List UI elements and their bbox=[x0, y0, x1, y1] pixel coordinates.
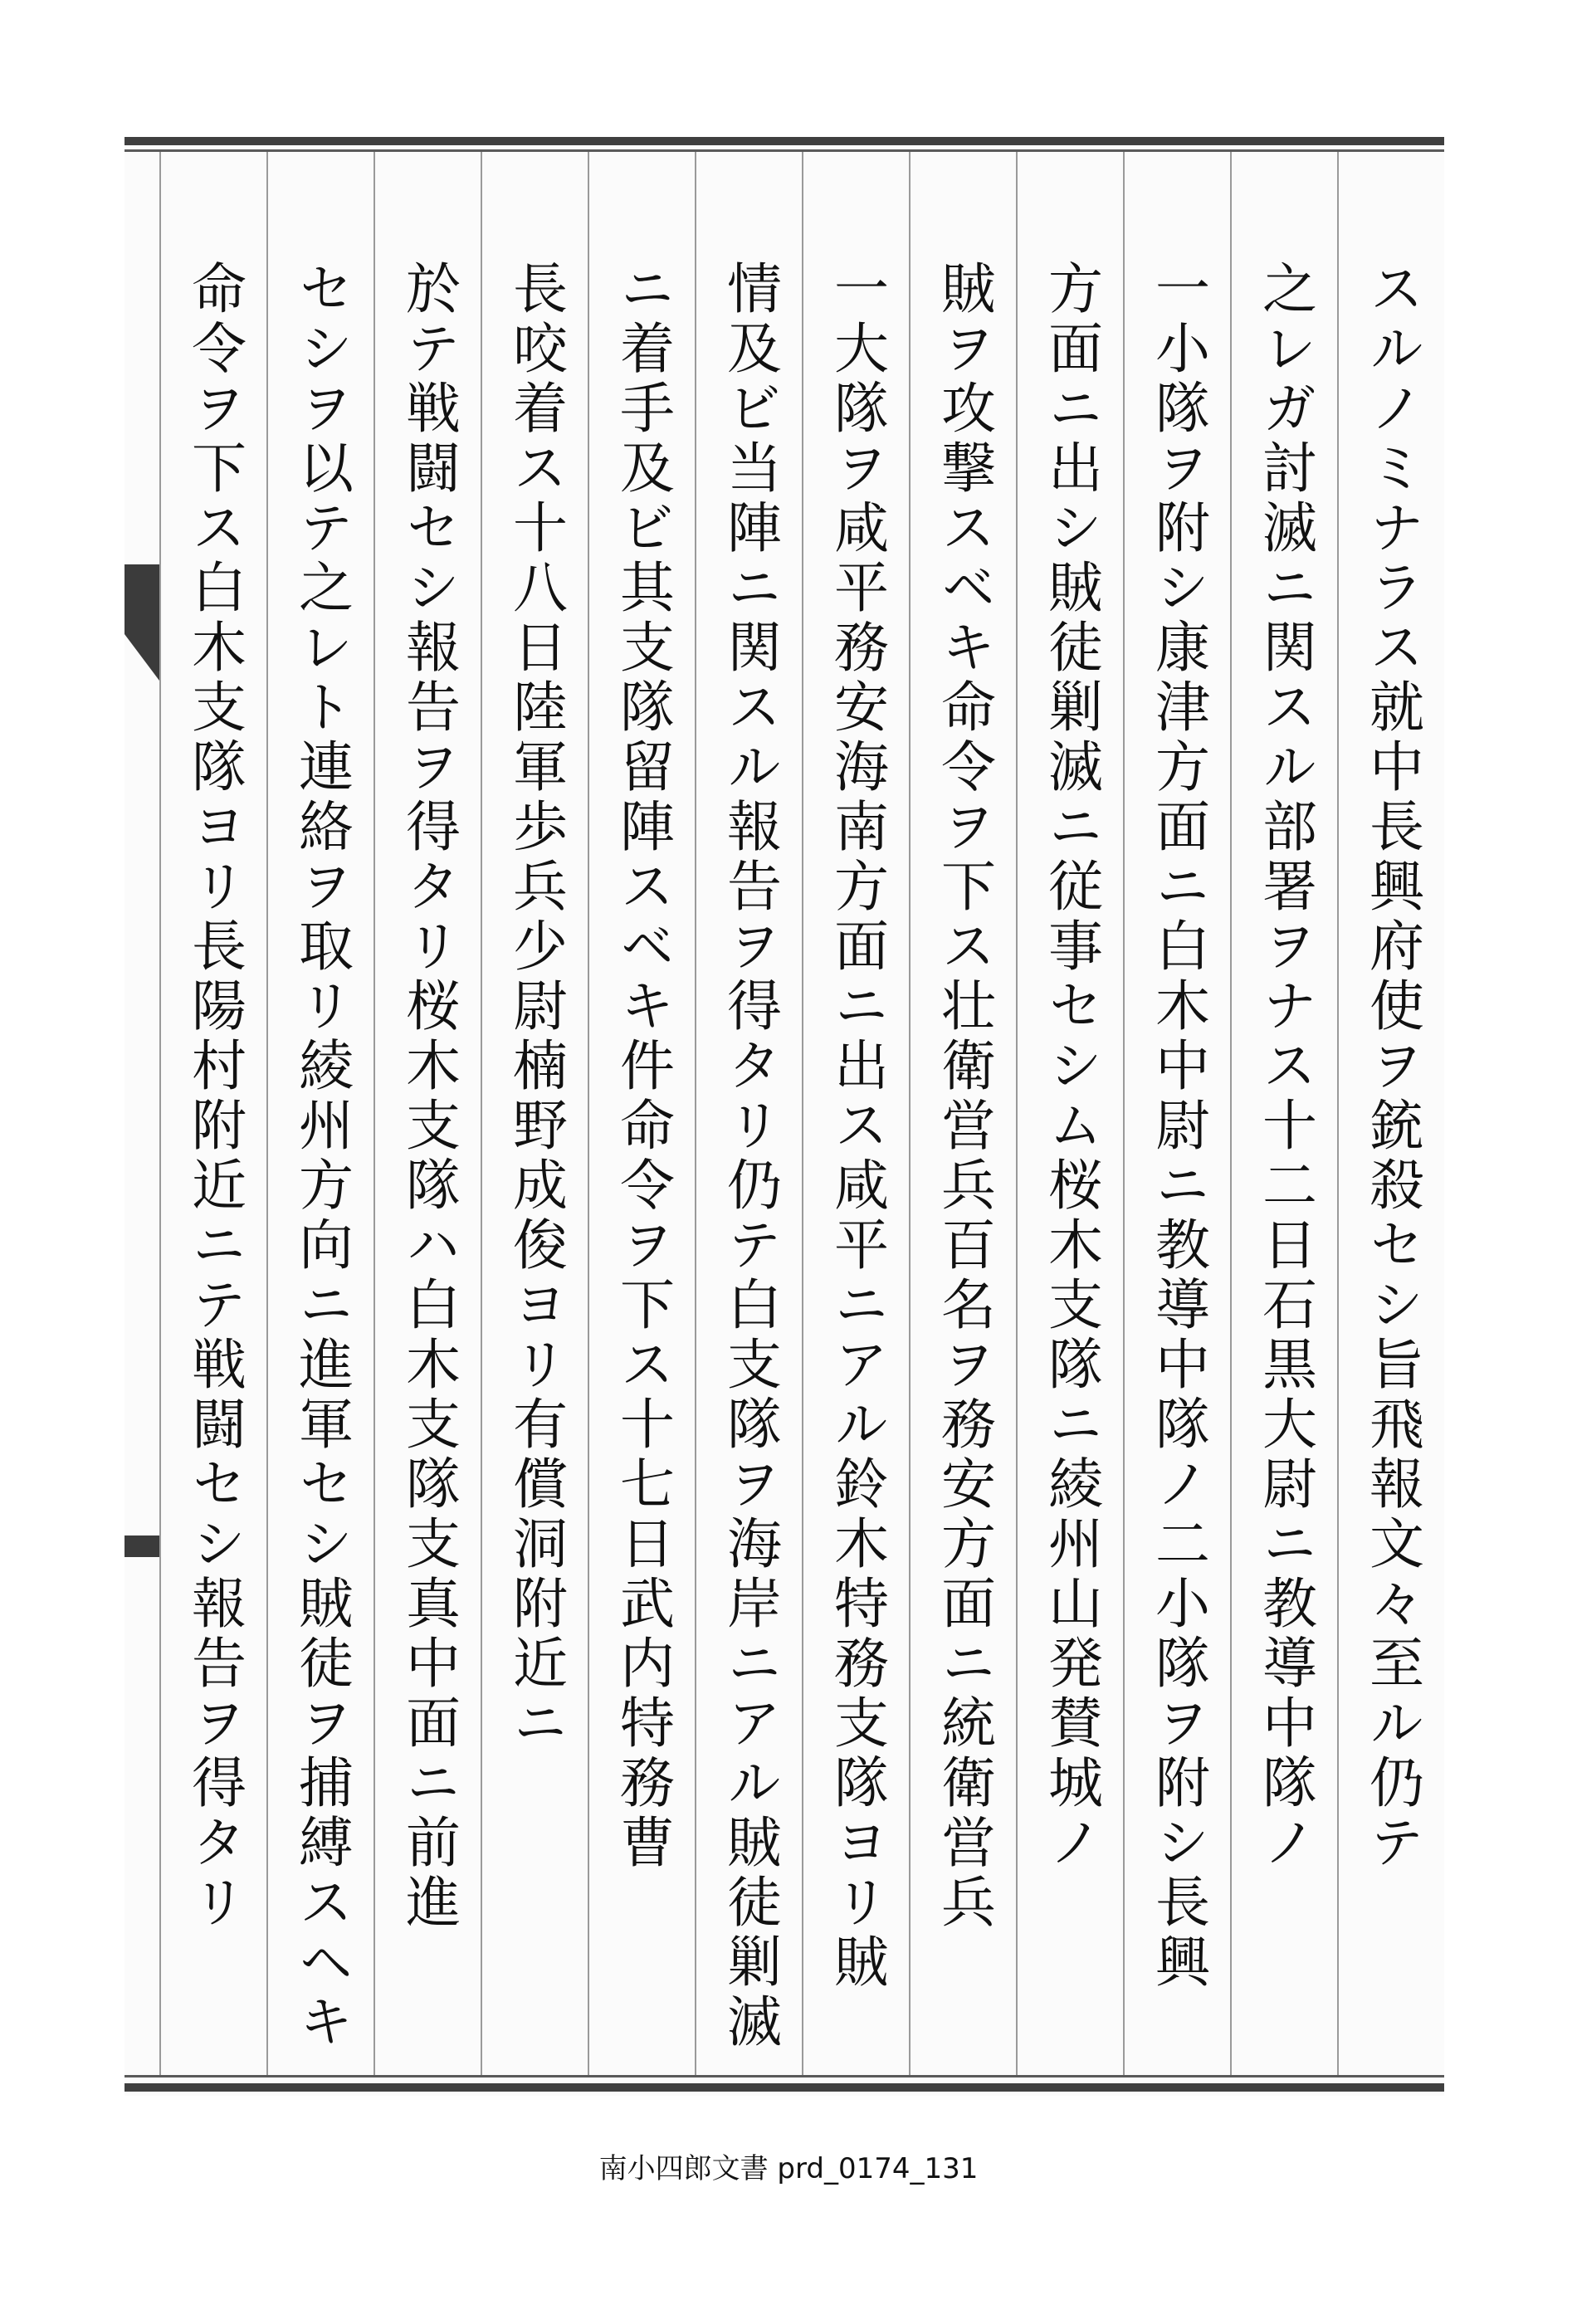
column-text: 命令ヲ下ス白木支隊ヨリ長陽村附近ニテ戦闘セシ報告ヲ得タリ bbox=[182, 260, 247, 1933]
text-column-10 bbox=[374, 152, 481, 2075]
text-column-9 bbox=[481, 152, 588, 2075]
manuscript-columns bbox=[159, 152, 1444, 2075]
text-column-4 bbox=[1016, 152, 1123, 2075]
text-column-12 bbox=[159, 152, 266, 2075]
document-caption: 南小四郎文書 prd_0174_131 bbox=[598, 2152, 979, 2185]
column-text: スルノミナラス就中長興府使ヲ銃殺セシ旨飛報文々至ル仍テ bbox=[1360, 260, 1424, 1873]
text-column-8 bbox=[588, 152, 695, 2075]
column-text: 方面ニ出シ賊徒剿滅ニ従事セシム桜木支隊ニ綾州山発賛城ノ bbox=[1038, 260, 1103, 1873]
text-column-6 bbox=[802, 152, 909, 2075]
top-rule bbox=[124, 137, 1444, 145]
text-column-7 bbox=[695, 152, 802, 2075]
column-text: 於テ戦闘セシ報告ヲ得タリ桜木支隊ハ白木支隊支真中面ニ前進 bbox=[396, 260, 461, 1933]
column-text: 一大隊ヲ咸平務安海南方面ニ出ス咸平ニアル鈴木特務支隊ヨリ賊 bbox=[824, 260, 889, 1993]
text-column-3 bbox=[1123, 152, 1230, 2075]
text-column-1 bbox=[1337, 152, 1444, 2075]
column-text: 情及ビ当陣ニ関スル報告ヲ得タリ仍テ白支隊ヲ海岸ニアル賊徒剿滅 bbox=[717, 260, 782, 2053]
text-column-5 bbox=[909, 152, 1016, 2075]
column-text: 賊ヲ攻撃スベキ命令ヲ下ス壮衛営兵百名ヲ務安方面ニ統衛営兵 bbox=[931, 260, 996, 1933]
binding-tab-mark-small bbox=[124, 1536, 159, 1557]
column-text: 一小隊ヲ附シ康津方面ニ白木中尉ニ教導中隊ノ二小隊ヲ附シ長興 bbox=[1145, 260, 1210, 1993]
text-column-11 bbox=[266, 152, 374, 2075]
column-text: 之レガ討滅ニ関スル部署ヲナス十二日石黒大尉ニ教導中隊ノ bbox=[1252, 260, 1317, 1873]
bottom-rule-thin bbox=[124, 2075, 1444, 2077]
text-column-2 bbox=[1230, 152, 1337, 2075]
bottom-rule bbox=[124, 2083, 1444, 2092]
column-text: セシヲ以テ之レト連絡ヲ取リ綾州方向ニ進軍セシ賊徒ヲ捕縛スヘキ bbox=[289, 260, 354, 2053]
column-text: ニ着手及ビ其支隊留陣スベキ件命令ヲ下ス十七日武内特務曹 bbox=[610, 260, 675, 1873]
column-text: 長咬着ス十八日陸軍歩兵少尉楠野成俊ヨリ有償洞附近ニ bbox=[503, 260, 568, 1754]
